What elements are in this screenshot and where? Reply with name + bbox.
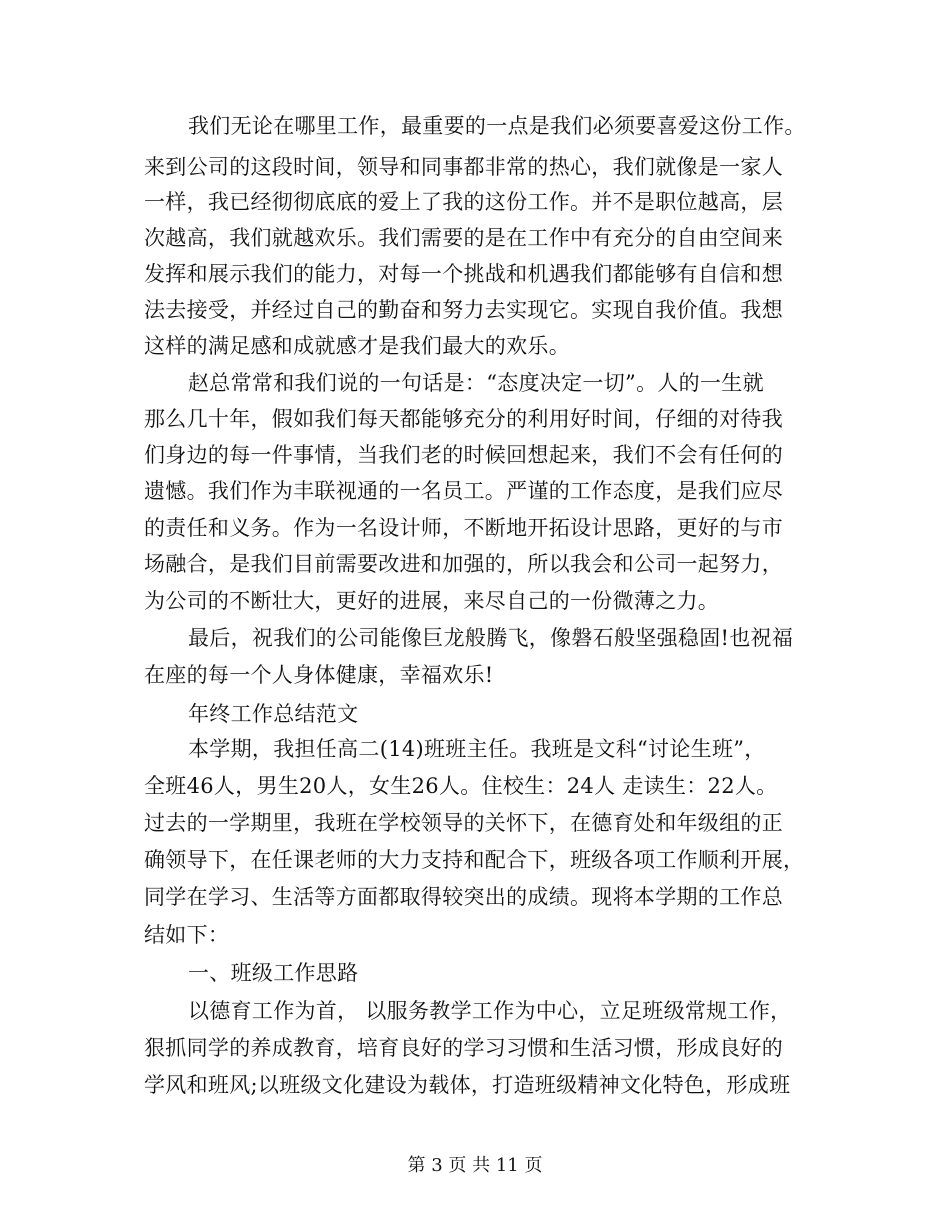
paragraph-line: 过去的一学期里，我班在学校领导的关怀下，在德育处和年级组的正 [144, 811, 783, 835]
paragraph-line: 在座的每一个人身体健康，幸福欢乐! [144, 663, 494, 687]
paragraph-line: 法去接受，并经过自己的勤奋和努力去实现它。实现自我价值。我想 [144, 298, 783, 322]
paragraph-line: 确领导下，在任课老师的大力支持和配合下，班级各项工作顺利开展， [144, 848, 805, 872]
paragraph-line: 那么几十年，假如我们每天都能够充分的利用好时间，仔细的对待我 [144, 407, 783, 431]
paragraph-line: 次越高，我们就越欢乐。我们需要的是在工作中有充分的自由空间来 [144, 226, 783, 250]
paragraph-line: 来到公司的这段时间，领导和同事都非常的热心，我们就像是一家人 [144, 155, 783, 179]
paragraph-line: 狠抓同学的养成教育，培育良好的学习习惯和生活习惯，形成良好的 [144, 1036, 783, 1060]
section-title: 年终工作总结范文 [188, 702, 359, 726]
paragraph-line: 为公司的不断壮大，更好的进展，来尽自己的一份微薄之力。 [144, 589, 720, 613]
paragraph-line: 结如下： [144, 923, 230, 947]
paragraph-line: 以德育工作为首， 以服务教学工作为中心，立足班级常规工作， [188, 999, 792, 1023]
paragraph-line: 们身边的每一件事情，当我们老的时候回想起来，我们不会有任何的 [144, 443, 783, 467]
paragraph-line: 同学在学习、生活等方面都取得较突出的成绩。现将本学期的工作总 [144, 885, 783, 909]
paragraph-line: 本学期，我担任高二(14)班班主任。我班是文科“讨论生班”， [188, 737, 766, 761]
page-number: 第 3 页 共 11 页 [407, 1155, 543, 1176]
paragraph-line: 遗憾。我们作为丰联视通的一名员工。严谨的工作态度，是我们应尽 [144, 479, 783, 503]
paragraph-line: 的责任和义务。作为一名设计师，不断地开拓设计思路，更好的与市 [144, 516, 783, 540]
paragraph-line: 发挥和展示我们的能力，对每一个挑战和机遇我们都能够有自信和想 [144, 262, 783, 286]
paragraph-line: 一样，我已经彻彻底底的爱上了我的这份工作。并不是职位越高，层 [144, 190, 783, 214]
paragraph-line: 最后，祝我们的公司能像巨龙般腾飞，像磐石般坚强稳固!也祝福 [188, 626, 794, 650]
paragraph-line: 赵总常常和我们说的一句话是：“态度决定一切”。人的一生就 [188, 371, 764, 395]
section-heading: 一、班级工作思路 [188, 961, 359, 985]
paragraph-line: 这样的满足感和成就感才是我们最大的欢乐。 [144, 334, 570, 358]
paragraph-line: 场融合，是我们目前需要改进和加强的，所以我会和公司一起努力， [144, 552, 783, 576]
paragraph-line: 学风和班风;以班级文化建设为载体，打造班级精神文化特色，形成班 [144, 1073, 791, 1097]
paragraph-line: 全班46人，男生20人，女生26人。住校生：24人 走读生：22人。 [144, 774, 778, 798]
paragraph-line: 我们无论在哪里工作，最重要的一点是我们必须要喜爱这份工作。 [188, 114, 806, 138]
